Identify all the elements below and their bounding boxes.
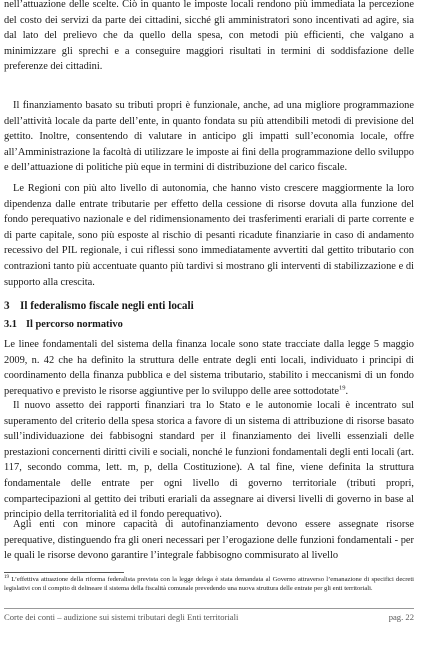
subsection-heading xyxy=(4,318,123,332)
paragraph-local-taxes-efficiency: nell’attuazione delle scelte. Ciò in quanto le imposte locali rendono più immediata la percezione del costo dei servizi da parte dei cittadini, sicché gli amministratori sono incentivati ad agire, sia dal lato del prelievo che da quello della spesa, con metodi più efficienti, che valgano a minimizzare gli sprechi e a conseguire maggiori risultati in termini di soddisfazione delle preferenze dei cittadini. xyxy=(4,0,414,73)
paragraph-equalization-resources: Agli enti con minore capacità di autofinanziamento devono essere assegnate risorse perequative, distinguendo fra gli oneri necessari per l’erogazione delle funzioni fondamentali - per le quali le risorse devono garantire l’integrale fabbisogno commisurato al livello xyxy=(4,519,414,562)
paragraph-regions-autonomy: Le Regioni con più alto livello di autonomia, che hanno visto crescere maggiormente la loro dipendenza dalle entrate tributarie per effetto della cessione di risorse dovuta alla funzione del fondo perequativo nazionale e del ridimensionamento dei trasferimenti erariali di parte corrente e di parte capitale, sono più esposte al rischio di pesanti ricadute finanziarie in caso di andamento recessivo del PIL regionale, i cui riflessi sono immediatamente avvertiti dal gettito tributario con contrazioni tanto più accentuate quanto più tardivi si mostrano gli interventi di stabilizzazione e di supporto alla crescita. xyxy=(4,183,414,288)
subsection-title: Il percorso normativo xyxy=(26,319,123,330)
page-number: pag. 22 xyxy=(388,612,414,622)
section-title: Il federalismo fiscale negli enti locali xyxy=(20,300,194,312)
paragraph-own-tax-financing: Il finanziamento basato su tributi propri è funzionale, anche, ad una migliore programmazione dell’attività locale da parte dell’ente, in quanto fondata su più attendibili metodi di previsione del gettito. Inoltre, consentendo di valutare in anticipo gli impatti sull’economia locale, offre all’Amministrazione la facoltà di utilizzare le imposte ai fini della programmazione dello sviluppo e dell’attuazione di politiche più eque in termini di distribuzione del carico fiscale. xyxy=(4,100,414,174)
section-number: 3 xyxy=(4,300,10,312)
footnote-divider xyxy=(4,572,124,573)
subsection-number: 3.1 xyxy=(4,319,17,330)
footnote xyxy=(4,575,414,593)
paragraph-new-financial-framework: Il nuovo assetto dei rapporti finanziari tra lo Stato e le autonomie locali è incentrato sul superamento del criterio della spesa storica a favore di un sistema di attribuzione di risorse basato sull’individuazione dei fabbisogni standard per il finanziamento dei livelli essenziali delle prestazioni concernenti diritti civili e sociali, nonché le funzioni fondamentali degli enti locali (art. 117, secondo comma, lett. m, p, della Costituzione). A tal fine, viene definita la struttura fondamentale delle entrate per ogni livello di governo territoriale (tributi propri, compartecipazioni al gettito dei tributi erariali da assegnare ai diversi livelli di governo in base al principio della territorialità ed il fondo perequativo). xyxy=(4,400,414,521)
footer-title: Corte dei conti – audizione sui sistemi tributari degli Enti territoriali xyxy=(4,612,239,622)
paragraph-law-42-2009-text: Le linee fondamentali del sistema della finanza locale sono state tracciate dalla legge 5 maggio 2009, n. 42 che ha definito la struttura delle entrate degli enti locali, individuato i principi di coordinamento della finanza pubblica e del sistema tributario, stabilito i meccanismi di un fondo perequativo e previsto le risorse aggiuntive per lo sviluppo delle aree sottodotate xyxy=(4,339,414,397)
footer-divider xyxy=(4,608,414,609)
page-footer xyxy=(4,611,414,623)
paragraph-law-42-2009 xyxy=(4,337,414,399)
footnote-number: 19 xyxy=(4,574,9,580)
section-heading xyxy=(4,299,194,313)
footnote-reference[interactable]: 19 xyxy=(339,384,346,392)
paragraph-law-42-2009-end: . xyxy=(345,385,349,397)
footnote-text: L’effettiva attuazione della riforma federalista prevista con la legge delega è stata demandata al Governo attraverso l’emanazione di specifici decreti legislativi con il compito di delineare il sistema della fiscalità comunale prevedendo una nuova struttura delle entrate per gli enti territoriali. xyxy=(4,576,414,593)
